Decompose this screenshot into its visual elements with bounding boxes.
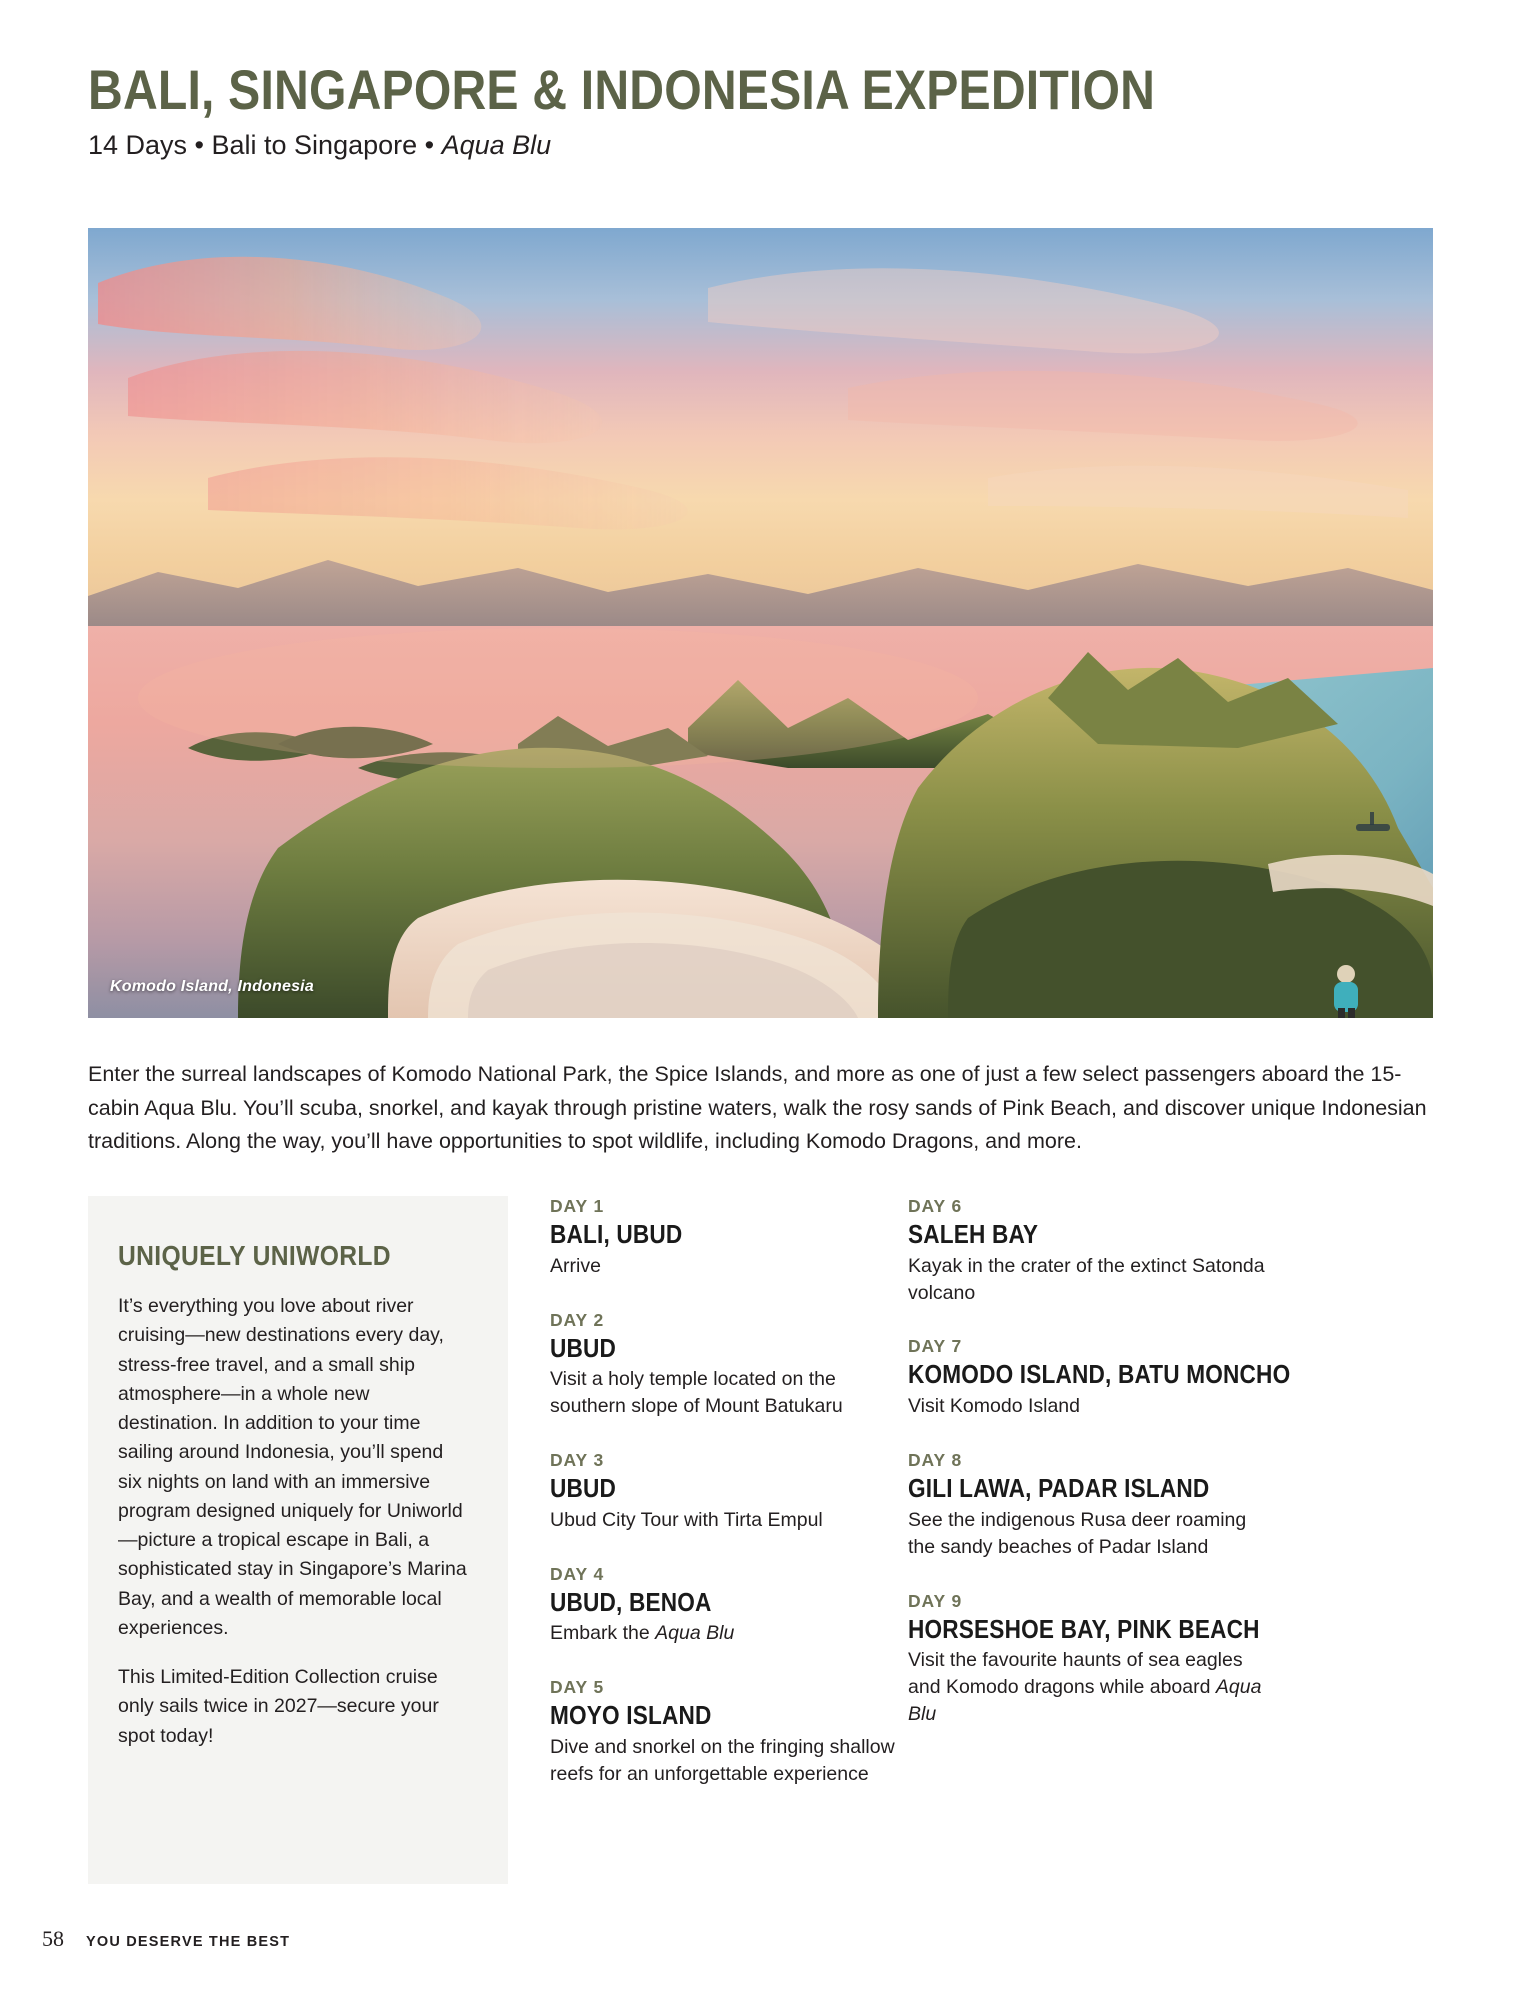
itinerary-day: [550, 1564, 910, 1648]
day-description-text: Ubud City Tour with Tirta Empul: [550, 1508, 823, 1531]
day-description-text: Arrive: [550, 1254, 601, 1277]
itinerary-day: [908, 1196, 1268, 1306]
day-description-text: Embark the: [550, 1622, 656, 1645]
day-description: [908, 1647, 1268, 1728]
day-label: DAY 2: [550, 1309, 605, 1330]
day-label: DAY 8: [908, 1450, 963, 1471]
page-number: 58: [42, 1926, 64, 1951]
page-header: [88, 58, 1188, 161]
day-place: UBUD, BENOA: [550, 1586, 712, 1617]
day-description: [550, 1253, 910, 1280]
day-label: DAY 4: [550, 1563, 605, 1584]
itinerary-day: [908, 1591, 1268, 1728]
day-place: UBUD: [550, 1473, 617, 1504]
day-description-text: Kayak in the crater of the extinct Satonda volcano: [908, 1254, 1265, 1304]
subtitle-duration-route: 14 Days • Bali to Singapore •: [88, 130, 442, 160]
itinerary-column-right: [908, 1196, 1291, 1728]
subtitle-ship-name: Aqua Blu: [441, 130, 552, 160]
itinerary-day: [908, 1450, 1268, 1560]
day-place: HORSESHOE BAY, PINK BEACH: [908, 1613, 1260, 1644]
day-description-ship: Aqua Blu: [908, 1676, 1262, 1726]
day-label: DAY 5: [550, 1677, 605, 1698]
itinerary-day: [550, 1196, 910, 1280]
page-footer: [42, 1926, 290, 1952]
day-place: KOMODO ISLAND, BATU MONCHO: [908, 1359, 1291, 1390]
itinerary-day: [550, 1310, 910, 1420]
page-subtitle: [88, 129, 1188, 161]
day-description: [908, 1253, 1268, 1307]
page-title: BALI, SINGAPORE & INDONESIA EXPEDITION: [88, 58, 1156, 121]
day-place: GILI LAWA, PADAR ISLAND: [908, 1473, 1210, 1504]
day-description-text: Visit a holy temple located on the southern slope of Mount Batukaru: [550, 1368, 843, 1418]
day-label: DAY 3: [550, 1450, 605, 1471]
day-label: DAY 9: [908, 1590, 963, 1611]
day-place: UBUD: [550, 1332, 617, 1363]
day-label: DAY 6: [908, 1196, 963, 1216]
day-description: [550, 1620, 910, 1647]
day-description-text: See the indigenous Rusa deer roaming the sandy beaches of Padar Island: [908, 1508, 1247, 1558]
footer-tagline: YOU DESERVE THE BEST: [86, 1934, 291, 1950]
itinerary-column-left: [550, 1196, 910, 1788]
hero-image: [88, 228, 1433, 1018]
sidebar-paragraph: It’s everything you love about river cruising—new destinations every day, stress-free travel, and a small ship atmosphere—in a whole new destination. In addition to your time sailing around Indonesia, you’ll spend six nights on land with an immersive program designed uniquely for Uniworld—picture a tropical escape in Bali, a sophisticated stay in Singapore’s Marina Bay, and a wealth of memorable local experiences.: [118, 1295, 467, 1639]
day-description-text: Visit the favourite haunts of sea eagles and Komodo dragons while aboard: [908, 1649, 1243, 1699]
day-place: BALI, UBUD: [550, 1219, 683, 1249]
day-place: MOYO ISLAND: [550, 1700, 712, 1731]
day-description-text: Dive and snorkel on the fringing shallow reefs for an unforgettable experience: [550, 1735, 895, 1785]
day-place: SALEH BAY: [908, 1219, 1039, 1249]
hero-illustration: [88, 228, 1433, 1018]
day-label: DAY 1: [550, 1196, 605, 1216]
day-description: [908, 1507, 1268, 1561]
itinerary-day: [550, 1677, 910, 1787]
day-description: [550, 1734, 910, 1788]
itinerary-day: [908, 1336, 1291, 1420]
intro-paragraph: Enter the surreal landscapes of Komodo National Park, the Spice Islands, and more as one of just a few select passengers aboard the 15-cabin Aqua Blu. You’ll scuba, snorkel, and kayak through pristine waters, walk the rosy sands of Pink Beach, and discover unique Indonesian traditions. Along the way, you’ll have opportunities to spot wildlife, including Komodo Dragons, and more.: [88, 1062, 1427, 1154]
day-label: DAY 7: [908, 1336, 963, 1357]
itinerary-day: [550, 1450, 910, 1534]
day-description-ship: Aqua Blu: [655, 1622, 735, 1645]
day-description: [550, 1366, 910, 1420]
uniquely-uniworld-panel: [88, 1196, 508, 1884]
day-description: [550, 1507, 910, 1534]
sidebar-paragraph: This Limited-Edition Collection cruise only sails twice in 2027—secure your spot today!: [118, 1666, 439, 1747]
day-description-text: Visit Komodo Island: [908, 1395, 1080, 1418]
hero-caption: Komodo Island, Indonesia: [110, 978, 314, 995]
sidebar-heading: UNIQUELY UNIWORLD: [118, 1240, 391, 1271]
day-description: [908, 1393, 1268, 1420]
